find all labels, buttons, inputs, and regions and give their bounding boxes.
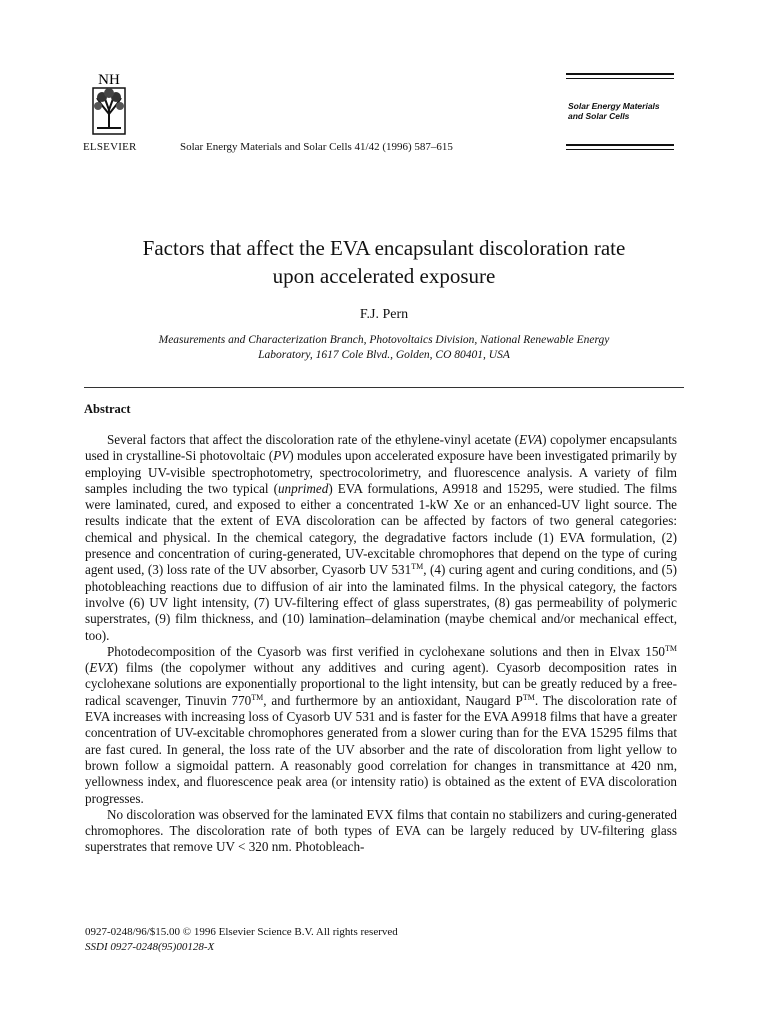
abstract-paragraph-1	[85, 432, 677, 644]
title-line-2: upon accelerated exposure	[272, 264, 496, 288]
trademark-superscript: TM	[251, 692, 264, 702]
abstract-paragraph-2	[85, 644, 677, 807]
text-run: , (4) curing agent and curing conditions, and (5) photobleaching reactions due to diffusion of air into the laminated films. In the physical category, the factors involve (6) UV light intensity, (7) UV-filtering effect of glass superstrates, (8) gas permeability of polymeric superstrates, (9) film thickness, and (10) lamination–delamination (maybe chemical and/or mechanical effect, too).	[85, 562, 678, 643]
journal-brand-line2: and Solar Cells	[568, 111, 630, 121]
rule-top-1	[566, 73, 674, 75]
text-run: ) copolymer encapsulants used in crystalline-Si photovoltaic (	[85, 432, 677, 464]
text-run: (	[85, 660, 90, 676]
text-run: . The discoloration rate of EVA increases with increasing loss of Cyasorb UV 531 and is faster for the EVA A9918 films that have a greater concentration of UV-excitable chromophores generated from a slower curing than for the EVA 15295 films that are fast cured. In general, the loss rate of the UV absorber and the rate of discoloration from light yellow to brown follow a sigmoidal pattern. A reasonably good correlation for changes in transmittance at 420 nm, yellowness index, and fluorescence peak area (or intensity ratio) is obtained as the extent of EVA discoloration progresses.	[85, 692, 677, 806]
text-run: ) modules upon accelerated exposure have been investigated primarily by employing UV-visible spectrophotometry, spectrocolorimetry, and fluorescence analysis. A variety of film samples including the two typical (	[85, 448, 677, 496]
rule-bottom-1	[566, 144, 674, 146]
italic-run: unprimed	[277, 480, 329, 496]
italic-run: EVA	[519, 432, 543, 447]
abstract-body	[85, 432, 677, 856]
text-run: ) EVA formulations, A9918 and 15295, were studied. The films were laminated, cured, and exposed to either a concentrated 1-kW Xe or an enhanced-UV light source. The results indicate that the extent of EVA discoloration can be affected by factors of two general categories: chemical and physical. In the chemical category, the degradative factors include (1) EVA formulation, (2) presence and concentration of curing-generated, UV-excitable chromophores that depend on the type of curing agent used, (3) loss rate of the UV absorber, Cyasorb UV 531	[85, 480, 677, 578]
affiliation-line-1: Measurements and Characterization Branch, Photovoltaics Division, National Renewable Energy	[158, 334, 610, 346]
copyright-line: 0927-0248/96/$15.00 © 1996 Elsevier Science B.V. All rights reserved	[85, 926, 398, 938]
text-run: ) films (the copolymer without any additives and curing agent). Cyasorb decomposition rates in cyclohexane solutions are exponentially proportional to the light intensity, but can be greatly reduced by a free-radical scavenger, Tinuvin 770	[85, 660, 677, 708]
ssdi-line: SSDI 0927-0248(95)00128-X	[85, 941, 215, 953]
author-affiliation	[110, 333, 658, 363]
rule-bottom-2	[566, 149, 674, 150]
trademark-superscript: TM	[522, 692, 535, 702]
text-run: Photodecomposition of the Cyasorb was first verified in cyclohexane solutions and then in Elvax 150	[107, 643, 665, 659]
journal-brand-line1: Solar Energy Materials	[568, 101, 660, 111]
italic-run: EVX	[89, 660, 114, 676]
trademark-superscript: TM	[411, 562, 424, 572]
logo-text: NH	[98, 72, 120, 88]
trademark-superscript: TM	[665, 643, 677, 653]
affiliation-line-2: Laboratory, 1617 Cole Blvd., Golden, CO 80401, USA	[258, 349, 510, 361]
italic-run: PV	[273, 448, 290, 464]
title-line-1: Factors that affect the EVA encapsulant discoloration rate	[142, 236, 626, 260]
article-title	[0, 234, 768, 290]
publisher-name: ELSEVIER	[83, 141, 137, 153]
section-divider	[84, 387, 684, 388]
text-run: Several factors that affect the discoloration rate of the ethylene-vinyl acetate (	[107, 432, 520, 447]
journal-brand	[568, 101, 660, 121]
rule-top-2	[566, 78, 674, 79]
abstract-paragraph-3: No discoloration was observed for the laminated EVX films that contain no stabilizers and curing-generated chromophores. The discoloration rate of both types of EVA can be largely reduced by UV-filtering glass superstrates that remove UV < 320 nm. Photobleach-	[85, 806, 677, 855]
text-run: , and furthermore by an antioxidant, Naugard P	[263, 692, 523, 708]
abstract-heading: Abstract	[84, 402, 131, 416]
author-name: F.J. Pern	[359, 307, 409, 322]
copyright-footer	[85, 925, 398, 955]
journal-citation: Solar Energy Materials and Solar Cells 41/42 (1996) 587–615	[180, 141, 453, 153]
elsevier-tree-logo-icon	[84, 70, 134, 140]
